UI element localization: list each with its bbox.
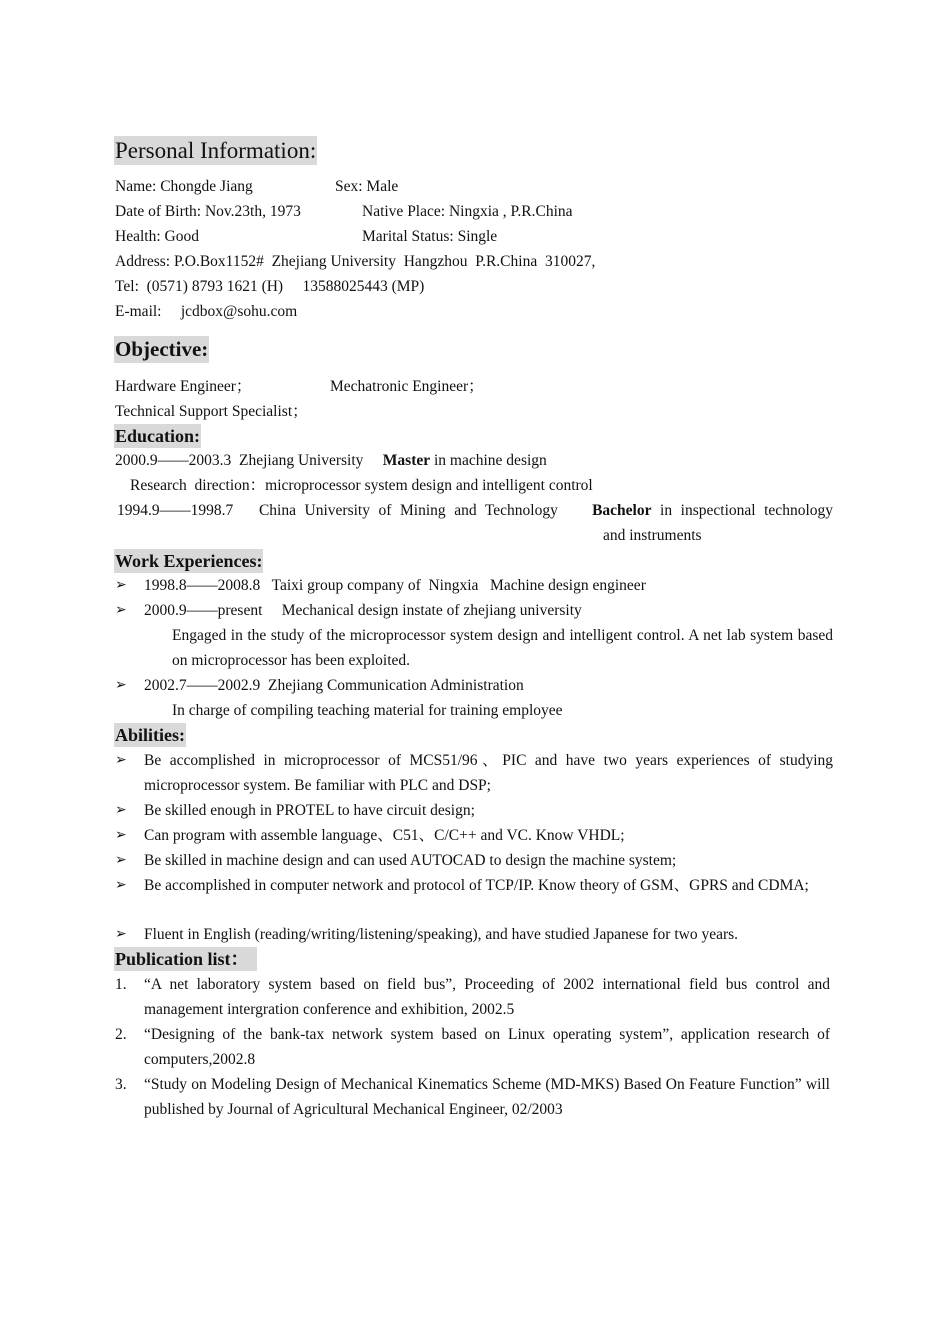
education-entry bbox=[117, 501, 833, 521]
personal-info-heading: Personal Information: bbox=[115, 138, 317, 163]
marital-status-field: Marital Status: Single bbox=[362, 228, 498, 245]
degree-field: in inspectional technology bbox=[651, 502, 833, 519]
education-dates-school: 1994.9——1998.7 China University of Mining and Technology bbox=[117, 502, 593, 519]
dob-field: Date of Birth: Nov.23th, 1973 bbox=[115, 203, 301, 220]
list-number: 3. bbox=[115, 1076, 127, 1093]
degree-field: in machine design bbox=[430, 452, 547, 469]
work-experiences-heading: Work Experiences: bbox=[115, 551, 263, 571]
work-item: 2000.9——present Mechanical design instate of zhejiang university bbox=[144, 602, 582, 619]
degree-label: Master bbox=[382, 452, 431, 469]
education-dates-school: 2000.9——2003.3 Zhejiang University bbox=[115, 452, 383, 469]
abilities-heading: Abilities: bbox=[115, 725, 185, 745]
education-entry bbox=[115, 451, 547, 471]
arrow-bullet-icon: ➢ bbox=[115, 853, 127, 868]
publication-list-heading: Publication list： bbox=[114, 947, 257, 971]
name-field: Name: Chongde Jiang bbox=[115, 178, 253, 195]
publication-item: “A net laboratory system based on field bus”, Proceeding of 2002 international field bus control and management intergration conference and exhibition, 2002.5 bbox=[144, 976, 830, 1018]
ability-item: Fluent in English (reading/writing/listening/speaking), and have studied Japanese for two years. bbox=[144, 926, 739, 943]
arrow-bullet-icon: ➢ bbox=[115, 753, 127, 768]
list-number: 2. bbox=[115, 1026, 127, 1043]
objective-item: Mechatronic Engineer； bbox=[330, 378, 484, 395]
ability-item: Be skilled enough in PROTEL to have circuit design; bbox=[144, 802, 475, 819]
objective-item: Technical Support Specialist； bbox=[115, 403, 308, 420]
arrow-bullet-icon: ➢ bbox=[115, 603, 127, 618]
arrow-bullet-icon: ➢ bbox=[115, 803, 127, 818]
address-field: Address: P.O.Box1152# Zhejiang University Hangzhou P.R.China 310027, bbox=[115, 253, 596, 270]
degree-label: Bachelor bbox=[592, 502, 652, 519]
ability-item: Can program with assemble language、C51、C/C++ and VC. Know VHDL; bbox=[144, 827, 625, 844]
arrow-bullet-icon: ➢ bbox=[115, 828, 127, 843]
work-item-detail: In charge of compiling teaching material for training employee bbox=[172, 702, 563, 719]
email-field: E-mail: jcdbox@sohu.com bbox=[115, 303, 298, 320]
objective-item: Hardware Engineer； bbox=[115, 378, 252, 395]
arrow-bullet-icon: ➢ bbox=[115, 578, 127, 593]
publication-item: “Designing of the bank-tax network system based on Linux operating system”, application research of computers,2002.8 bbox=[144, 1026, 830, 1068]
arrow-bullet-icon: ➢ bbox=[115, 878, 127, 893]
research-direction: Research direction：microprocessor system design and intelligent control bbox=[130, 477, 593, 494]
native-place-field: Native Place: Ningxia , P.R.China bbox=[362, 203, 573, 220]
list-number: 1. bbox=[115, 976, 127, 993]
work-item-detail: Engaged in the study of the microprocessor system design and intelligent control. A net lab system based on microprocessor has been exploited. bbox=[172, 627, 833, 669]
tel-field: Tel: (0571) 8793 1621 (H) 13588025443 (MP) bbox=[115, 278, 425, 295]
sex-field: Sex: Male bbox=[335, 178, 399, 195]
publication-item: “Study on Modeling Design of Mechanical Kinematics Scheme (MD-MKS) Based On Feature Function” will published by Journal of Agricultural Mechanical Engineer, 02/2003 bbox=[144, 1076, 830, 1118]
arrow-bullet-icon: ➢ bbox=[115, 678, 127, 693]
health-field: Health: Good bbox=[115, 228, 199, 245]
work-item: 2002.7——2002.9 Zhejiang Communication Administration bbox=[144, 677, 524, 694]
degree-field-continued: and instruments bbox=[603, 527, 702, 544]
objective-heading: Objective: bbox=[115, 337, 209, 361]
ability-item: Be accomplished in computer network and protocol of TCP/IP. Know theory of GSM、GPRS and CDMA; bbox=[144, 877, 809, 894]
work-item: 1998.8——2008.8 Taixi group company of Ningxia Machine design engineer bbox=[144, 577, 646, 594]
ability-item: Be skilled in machine design and can used AUTOCAD to design the machine system; bbox=[144, 852, 677, 869]
arrow-bullet-icon: ➢ bbox=[115, 927, 127, 942]
ability-item: Be accomplished in microprocessor of MCS51/96、PIC and have two years experiences of studying microprocessor system. Be familiar with PLC and DSP; bbox=[144, 752, 833, 794]
education-heading: Education: bbox=[115, 426, 201, 446]
